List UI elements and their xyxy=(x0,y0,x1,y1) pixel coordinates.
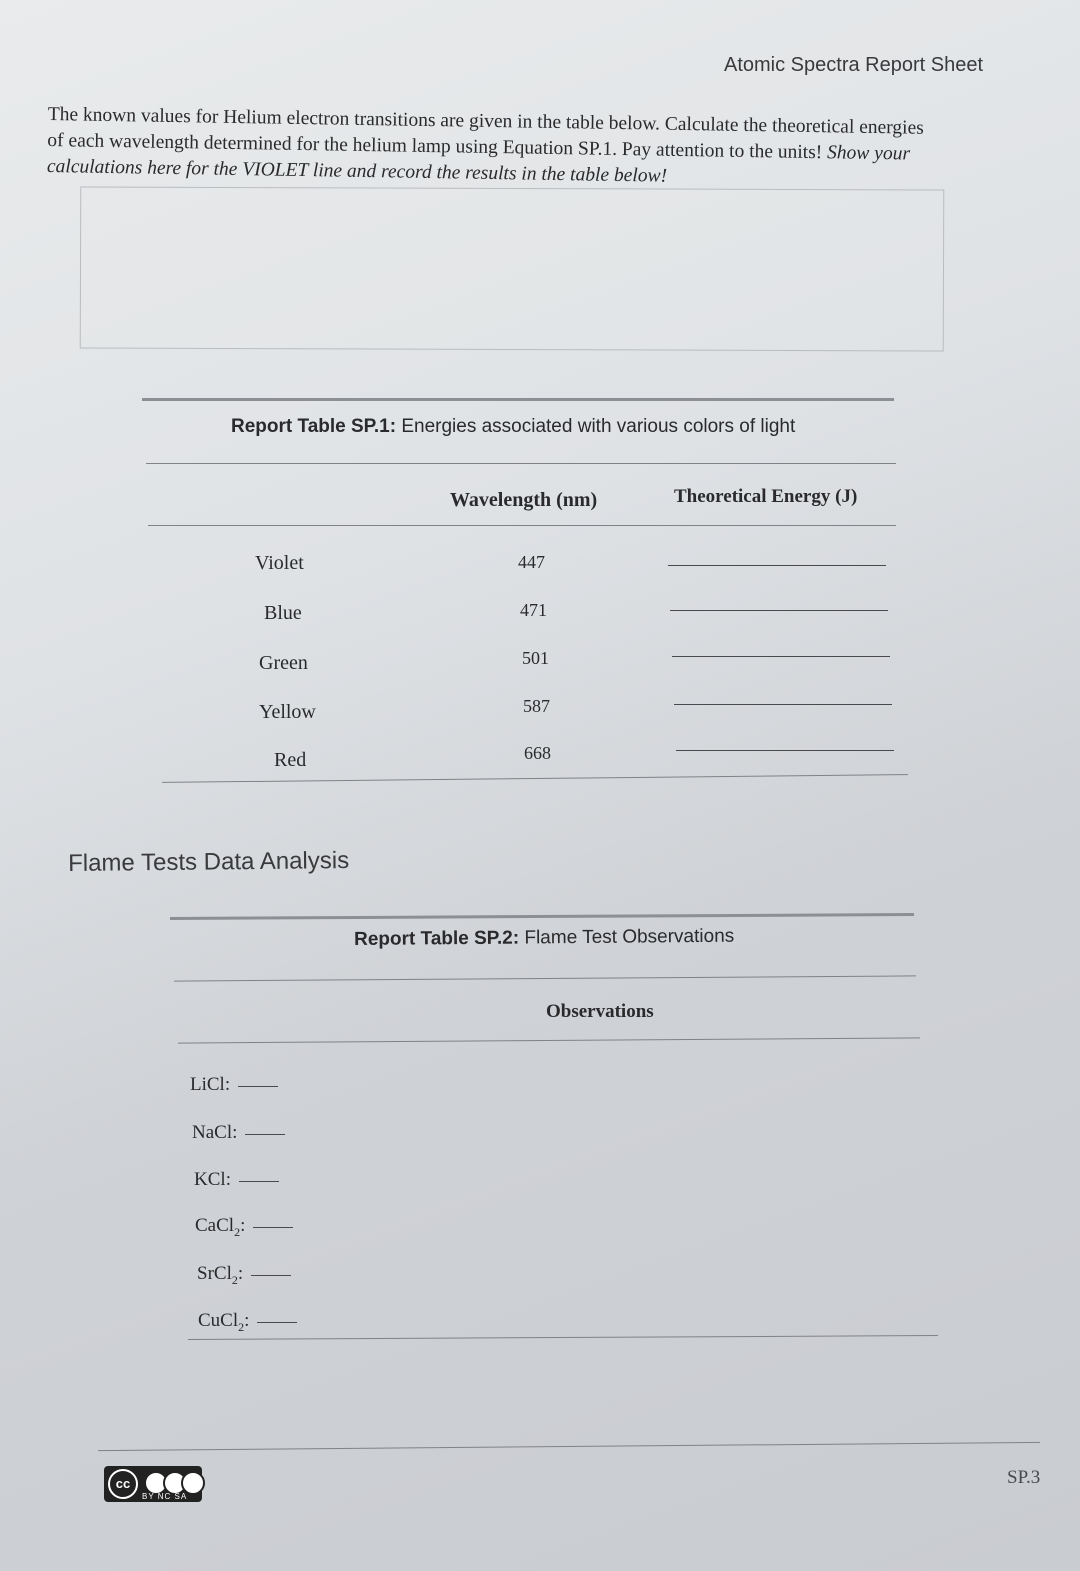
instructions-line-1: The known values for Helium electron transitions are given in the table below. Calculate the theoretical energies xyxy=(47,103,924,139)
license-terms-label: BY NC SA xyxy=(142,1492,188,1501)
table2-caption: Report Table SP.2: Flame Test Observations xyxy=(354,925,735,950)
salt-row-cacl2: CaCl$_2$: xyxy=(195,1215,293,1240)
observation-blank[interactable] xyxy=(239,1181,279,1182)
table1-caption-rule xyxy=(146,463,896,464)
energy-answer-blank[interactable] xyxy=(670,610,888,611)
row-color-label: Red xyxy=(274,749,307,771)
row-wavelength-value: 587 xyxy=(523,696,550,716)
salt-row-srcl2: SrCl$_2$: xyxy=(197,1263,291,1288)
observation-blank[interactable] xyxy=(238,1086,278,1087)
row-color-label: Blue xyxy=(264,602,302,624)
salt-row-licl: LiCl: xyxy=(190,1074,278,1096)
row-color-label: Green xyxy=(259,652,308,674)
table1-caption: Report Table SP.1: Energies associated with various colors of light xyxy=(231,416,796,437)
row-wavelength-value: 668 xyxy=(524,743,551,763)
calculation-work-box[interactable] xyxy=(80,186,945,351)
table2-caption-rule xyxy=(174,975,916,981)
page-number: SP.3 xyxy=(1007,1467,1041,1488)
row-color-label: Yellow xyxy=(259,701,316,723)
row-color-label: Violet xyxy=(255,552,304,574)
footer-rule xyxy=(98,1442,1040,1451)
creative-commons-license-badge xyxy=(104,1466,202,1502)
column-header-wavelength: Wavelength (nm) xyxy=(450,489,598,511)
table2-bottom-rule xyxy=(188,1335,938,1340)
cc-icon: cc xyxy=(108,1469,138,1499)
instructions-line-3: calculations here for the VIOLET line and record the results in the table below! xyxy=(46,155,668,187)
table2-top-rule xyxy=(170,913,914,920)
column-header-energy: Theoretical Energy (J) xyxy=(674,486,858,507)
observation-blank[interactable] xyxy=(257,1322,297,1323)
instructions-paragraph xyxy=(47,102,988,195)
observation-blank[interactable] xyxy=(253,1227,293,1228)
row-wavelength-value: 501 xyxy=(522,648,549,668)
salt-row-cucl2: CuCl$_2$: xyxy=(198,1310,297,1335)
energy-answer-blank[interactable] xyxy=(668,565,886,566)
table1-header-rule xyxy=(148,525,896,526)
observation-blank[interactable] xyxy=(251,1275,291,1276)
observation-blank[interactable] xyxy=(245,1134,285,1135)
energy-answer-blank[interactable] xyxy=(676,750,894,751)
energy-answer-blank[interactable] xyxy=(674,704,892,705)
instructions-line-2: of each wavelength determined for the helium lamp using Equation SP.1. Pay attention to the units! Show your xyxy=(47,129,911,165)
page-title: Atomic Spectra Report Sheet xyxy=(724,54,984,76)
table2-header-rule xyxy=(178,1037,920,1043)
salt-row-kcl: KCl: xyxy=(194,1169,279,1191)
row-wavelength-value: 471 xyxy=(520,600,547,620)
column-header-observations: Observations xyxy=(546,1001,654,1022)
table1-bottom-rule xyxy=(162,774,908,783)
section-heading-flame-tests: Flame Tests Data Analysis xyxy=(68,847,350,877)
salt-row-nacl: NaCl: xyxy=(192,1122,285,1144)
table1-top-rule xyxy=(142,398,894,401)
energy-answer-blank[interactable] xyxy=(672,656,890,657)
row-wavelength-value: 447 xyxy=(518,552,545,572)
